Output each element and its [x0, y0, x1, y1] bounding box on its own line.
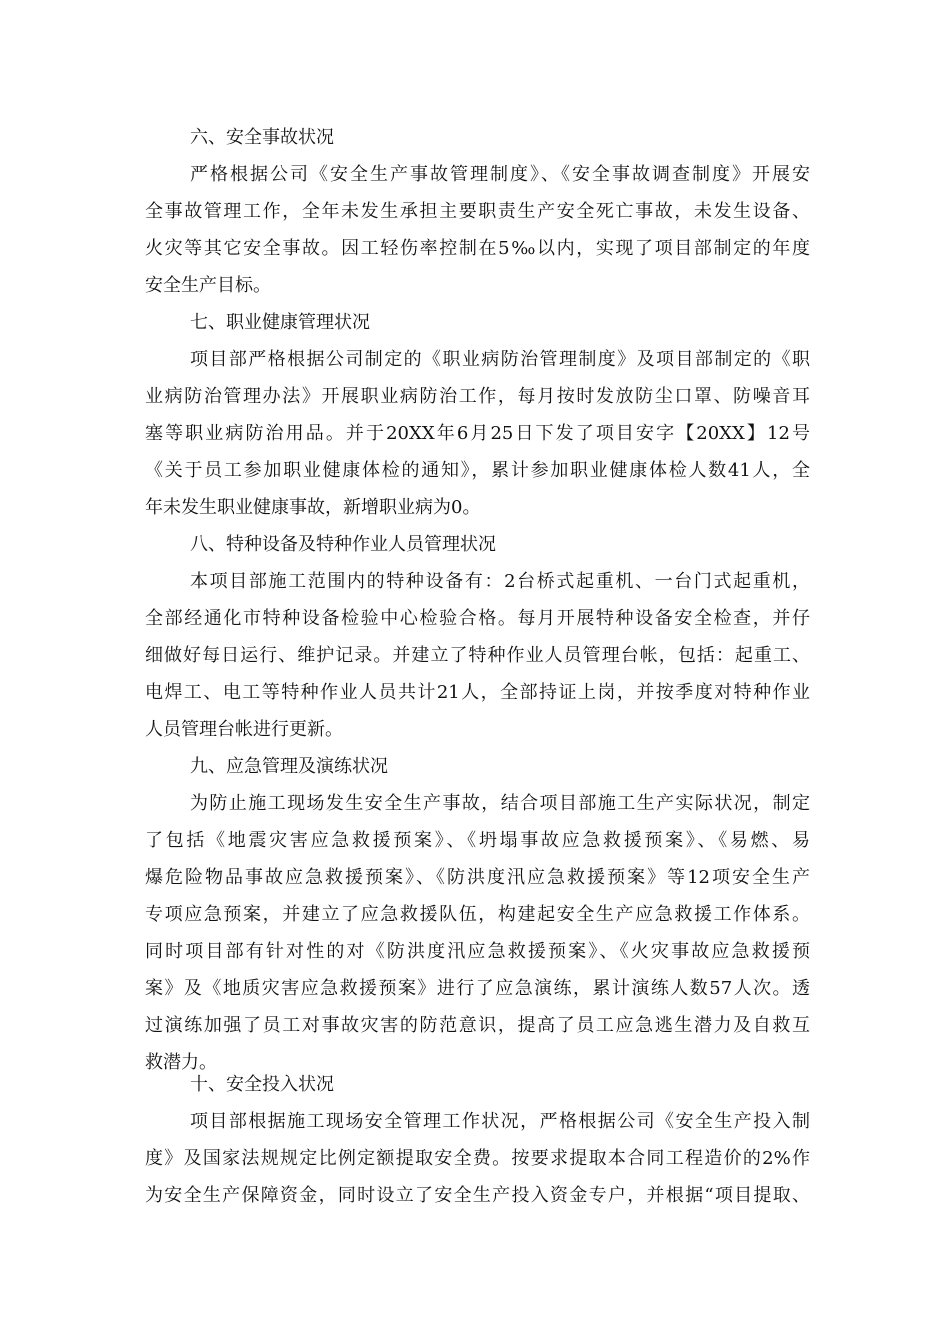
paragraph-line: 爆危险物品事故应急救援预案》、《防洪度汛应急救援预案》等12项安全生产 [145, 867, 810, 888]
paragraph-line: 救潜力。 [145, 1052, 217, 1073]
section-heading: 十、安全投入状况 [190, 1074, 334, 1095]
section-heading: 九、应急管理及演练状况 [190, 756, 388, 777]
section-9-emergency-management [145, 748, 810, 1081]
paragraph-line: 案》及《地质灾害应急救援预案》进行了应急演练，累计演练人数57人次。透 [145, 978, 810, 999]
paragraph-line: 业病防治管理办法》开展职业病防治工作，每月按时发放防尘口罩、防噪音耳 [145, 386, 810, 407]
section-paragraph [145, 563, 810, 748]
paragraph-line: 年未发生职业健康事故，新增职业病为0。 [145, 497, 481, 518]
section-8-special-equipment [145, 526, 810, 748]
paragraph-line: 安全生产目标。 [145, 275, 271, 296]
paragraph-line: 全部经通化市特种设备检验中心检验合格。每月开展特种设备安全检查，并仔 [145, 608, 810, 629]
paragraph-line: 项目部严格根据公司制定的《职业病防治管理制度》及项目部制定的《职 [190, 349, 810, 370]
paragraph-line: 项目部根据施工现场安全管理工作状况，严格根据公司《安全生产投入制 [190, 1111, 810, 1132]
paragraph-line: 本项目部施工范围内的特种设备有：2台桥式起重机、一台门式起重机， [190, 571, 810, 592]
section-7-occupational-health [145, 304, 810, 526]
paragraph-line: 严格根据公司《安全生产事故管理制度》、《安全事故调查制度》开展安 [190, 164, 810, 185]
paragraph-line: 全事故管理工作，全年未发生承担主要职责生产安全死亡事故，未发生设备、 [145, 201, 810, 222]
paragraph-line: 塞等职业病防治用品。并于20XX年6月25日下发了项目安字【20XX】12号 [145, 423, 810, 444]
section-heading: 六、安全事故状况 [190, 127, 334, 148]
paragraph-line: 专项应急预案，并建立了应急救援队伍，构建起安全生产应急救援工作体系。 [145, 904, 810, 925]
section-paragraph [145, 1103, 810, 1214]
paragraph-line: 火灾等其它安全事故。因工轻伤率控制在5‰以内，实现了项目部制定的年度 [145, 238, 810, 259]
section-heading: 七、职业健康管理状况 [190, 312, 370, 333]
paragraph-line: 人员管理台帐进行更新。 [145, 719, 343, 740]
paragraph-line: 过演练加强了员工对事故灾害的防范意识，提高了员工应急逃生潜力及自救互 [145, 1015, 810, 1036]
section-heading: 八、特种设备及特种作业人员管理状况 [190, 534, 496, 555]
section-paragraph [145, 785, 810, 1081]
section-paragraph [145, 156, 810, 304]
paragraph-line: 度》及国家法规规定比例定额提取安全费。按要求提取本合同工程造价的2%作 [145, 1148, 810, 1169]
paragraph-line: 电焊工、电工等特种作业人员共计21人，全部持证上岗，并按季度对特种作业 [145, 682, 810, 703]
section-paragraph [145, 341, 810, 526]
paragraph-line: 同时项目部有针对性的对《防洪度汛应急救援预案》、《火灾事故应急救援预 [145, 941, 810, 962]
paragraph-line: 为安全生产保障资金，同时设立了安全生产投入资金专户，并根据“项目提取、 [145, 1185, 810, 1206]
paragraph-line: 为防止施工现场发生安全生产事故，结合项目部施工生产实际状况，制定 [190, 793, 810, 814]
paragraph-line: 《关于员工参加职业健康体检的通知》，累计参加职业健康体检人数41人，全 [145, 460, 810, 481]
paragraph-line: 了包括《地震灾害应急救援预案》、《坍塌事故应急救援预案》、《易燃、易 [145, 830, 810, 851]
section-6-safety-accidents [145, 119, 810, 304]
paragraph-line: 细做好每日运行、维护记录。并建立了特种作业人员管理台帐，包括：起重工、 [145, 645, 810, 666]
section-10-safety-investment [145, 1066, 810, 1214]
